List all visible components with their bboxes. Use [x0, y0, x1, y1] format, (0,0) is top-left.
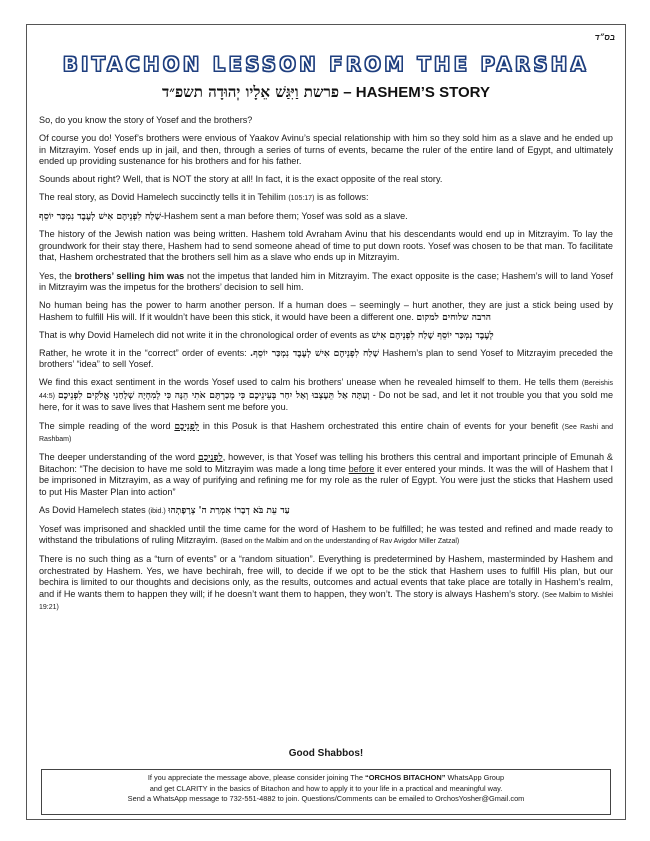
paragraph-2: Of course you do! Yosef’s brothers were envious of Yaakov Avinu’s special relationship with him so they sold him as a slave and he ended up in Mitzrayim. Yosef ends up in jail, and then, through a series of turns of events, became the ruler of the entire land of Egypt, and ultimately ended up providing sustenance for his brothers and for his father.	[39, 133, 613, 167]
page	[26, 24, 626, 820]
paragraph-13-c: it ever entered your minds. It was the will of Hashem that I be imprisoned in Mitzrayim, as a way of purifying and refining me for my role as the ruler of Egypt. You were just the sticks that Hashem used to put His Master Plan into action”	[39, 463, 614, 497]
paragraph-11-hebrew: וְעַתָּה אַל תֵּעָצְבוּ וְאַל יִחַר בְּעֵינֵיכֶם כִּי מְכַרְתֶּם אֹתִי הֵנָּה כִּי לְמִחְיָה שְׁלָחַנִי אֱלֹקִים לִפְנֵיכֶם	[57, 389, 370, 401]
paragraph-15-text: Yosef was imprisoned and shackled until the time came for the word of Hashem to be fulfilled; he was tested and refined and made ready to withstand the tribulations of ruling Mitzrayim.	[39, 523, 613, 546]
paragraph-16-text: There is no such thing as a “turn of events” or a “random situation”. Everything is predetermined by Hashem, masterminded by Hashem and orchestrated by Hashem. Yes, we have bechirah, free will, to decide if we opt to be the stick that Hashem uses to fulfill His plan, but our bechira is limited to our thoughts and decisions only, as the results, outcomes and actual events that take place are totally in Hashem’s realm, and if He wants them to happen they will; if he doesn’t want them to happen, they won’t. The story is always Hashem’s story.	[39, 554, 613, 599]
subtitle	[27, 83, 625, 102]
paragraph-6: The history of the Jewish nation was being written. Hashem told Avraham Avinu that his descendants would end up in Mitzrayim. To lay the groundwork for their stay there, Hashem had to send someone ahead of time to put down roots. Yosef was chosen to be that man. To facilitate that, Hashem orchestrated that the brothers sell him as a slave who ends up in Mitzrayim.	[39, 229, 613, 263]
footer-group-name: “ORCHOS BITACHON”	[365, 773, 446, 782]
paragraph-12-hebrew: לִפְנֵיכֶם	[174, 420, 200, 432]
paragraph-13-underlined: before	[348, 463, 375, 474]
tehilim-reference: (105:17)	[288, 195, 315, 203]
paragraph-13	[39, 452, 613, 498]
paragraph-4	[39, 192, 613, 205]
footer-line-3: Send a WhatsApp message to 732-551-4882 to join. Questions/Comments can be emailed to OrchosYosher@Gmail.com	[127, 794, 525, 804]
paragraph-5	[39, 211, 613, 223]
paragraph-11	[39, 377, 613, 414]
paragraph-11-b: - Do not be sad, and let it not trouble you that you sold me here, for it was to save lives that Hashem sent me before you.	[39, 389, 614, 413]
footer-line-1	[42, 773, 610, 784]
footer-line-2: and get CLARITY in the basics of Bitachon and how to apply it to your life in a practical and meaningful way.	[149, 783, 503, 793]
paragraph-3: Sounds about right? Well, that is NOT the story at all! In fact, it is the exact opposite of the real story.	[39, 174, 443, 185]
paragraph-9	[39, 330, 613, 342]
subtitle-english: – HASHEM’S STORY	[343, 84, 490, 101]
paragraph-13-a: The deeper understanding of the word	[39, 452, 196, 463]
rashi-reference: (See Rashi and Rashbam)	[39, 423, 613, 444]
subtitle-hebrew: פרשת וַיִּגַּשׁ אֵלָיו יְהוּדָה תשפ״ד	[162, 83, 340, 101]
paragraph-8	[39, 300, 613, 323]
paragraph-15	[39, 524, 613, 548]
paragraph-9-text: That is why Dovid Hamelech did not write it in the chronological order of events as	[39, 329, 370, 340]
footer-line-1-a: If you appreciate the message above, please consider joining The	[147, 773, 363, 782]
paragraph-10-b: Hashem’s plan to send Yosef to Mitzrayim preceded the brothers’ “idea” to sell Yosef.	[39, 347, 613, 370]
malbim-reference: (Based on the Malbim and on the understanding of Rav Avigdor Miller Zatzal)	[220, 538, 460, 546]
paragraph-11-a: We find this exact sentiment in the words Yosef used to calm his brothers’ unease when he revealed himself to them. He tells them	[39, 377, 579, 388]
paragraph-7-bold: brothers’ selling him was	[74, 270, 185, 281]
paragraph-8-text: No human being has the power to harm another person. If a human does – seemingly – hurt another, they are just a stick being used by Hashem to fulfill His will. If it wouldn’t have been this stick, it would have been a different one.	[39, 300, 613, 322]
paragraph-8-hebrew: הרבה שלוחים למקום	[416, 311, 492, 323]
paragraph-5-hebrew: שָׁלַח לִפְנֵיהֶם אִישׁ לְעֶבֶד נִמְכַּר יוֹסֵף	[39, 211, 162, 223]
paragraph-16	[39, 554, 613, 614]
paragraph-9-hebrew: לְעֶבֶד נִמְכַּר יוֹסֵף שָׁלַח לִפְנֵיהֶם אִישׁ	[371, 329, 494, 341]
page-title: BITACHON LESSON FROM THE PARSHA	[62, 53, 590, 76]
paragraph-10-a: Rather, he wrote it in the “correct” order of events:	[39, 347, 247, 358]
paragraph-7	[39, 271, 613, 294]
paragraph-14-text: As Dovid Hamelech states	[39, 504, 146, 515]
paragraph-14	[39, 505, 613, 518]
closing-greeting: Good Shabbos!	[288, 748, 364, 759]
paragraph-7-a: Yes, the	[39, 270, 72, 281]
paragraph-13-b: , however, is that Yosef was telling his brothers this central and important principle of Emunah & Bitachon: “The decision to have me sold to Mitzrayim was made a long time	[39, 452, 613, 474]
paragraph-12-a: The simple reading of the word	[39, 420, 171, 431]
paragraph-1: So, do you know the story of Yosef and the brothers?	[39, 115, 253, 125]
ibid-reference: (ibid.)	[148, 507, 166, 515]
bsd-mark: בס״ד	[594, 33, 615, 42]
paragraph-12	[39, 421, 613, 446]
footer-box	[41, 769, 611, 815]
footer-line-1-b: WhatsApp Group	[447, 773, 505, 782]
paragraph-10-hebrew: שָׁלַח לִפְנֵיהֶם אִישׁ לְעֶבֶד נִמְכַּר יוֹסֵף.	[250, 347, 380, 359]
paragraph-5-text: -Hashem sent a man before them; Yosef was sold as a slave.	[161, 211, 408, 222]
article-body	[39, 115, 613, 621]
paragraph-7-b: not the impetus that landed him in Mitzrayim. The exact opposite is the case; Hashem’s will to land Yosef in Mitzrayim was the impetus for the brothers’ decision to sell him.	[39, 270, 614, 293]
paragraph-4-tail: is as follows:	[316, 192, 369, 203]
bereishis-reference: (Bereishis 44:5)	[39, 380, 613, 400]
paragraph-14-hebrew: עַד עֵת בֹּא דְבָרוֹ אִמְרַת ה' צְרָפָתְהוּ	[168, 504, 290, 516]
mishlei-reference: (See Malbim to Mishlei 19:21)	[39, 591, 613, 612]
paragraph-4-text: The real story, as Dovid Hamelech succinctly tells it in Tehilim	[39, 192, 286, 203]
title-container	[27, 53, 625, 76]
paragraph-10	[39, 348, 613, 371]
paragraph-12-b: in this Posuk is that Hashem orchestrated this entire chain of events for your benefit	[202, 420, 559, 431]
paragraph-13-hebrew: לִפְנֵיכֶם	[198, 452, 223, 464]
